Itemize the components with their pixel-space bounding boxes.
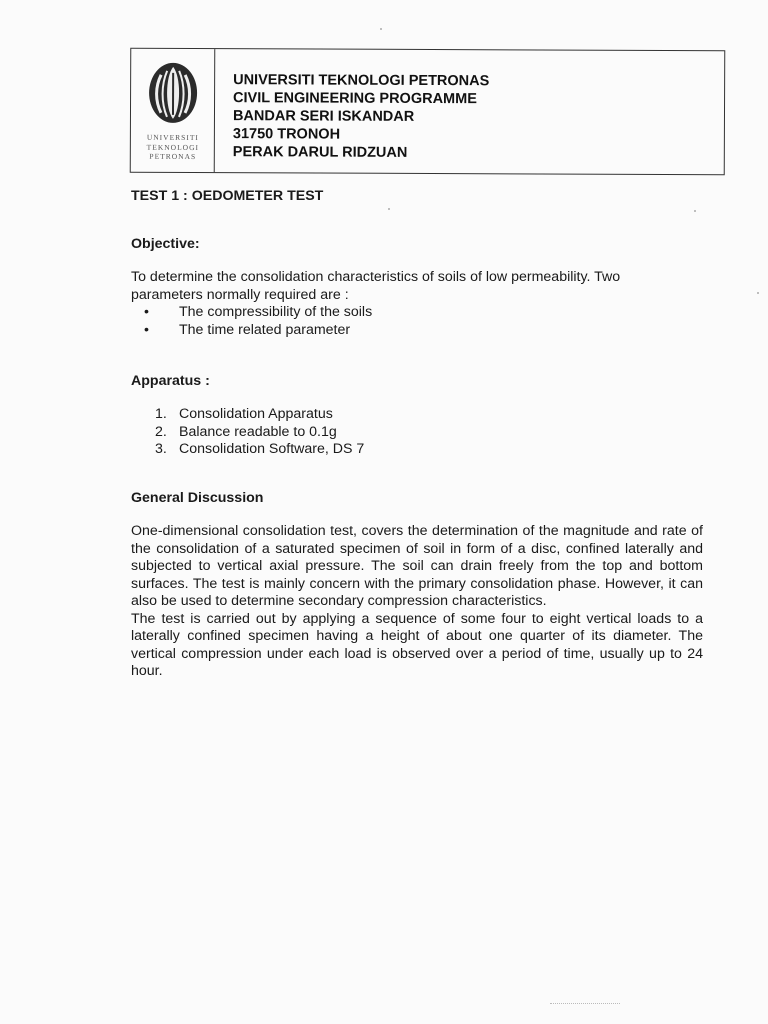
- item-number: 1.: [155, 406, 167, 422]
- header-divider: [214, 49, 216, 172]
- item-text: Consolidation Software, DS 7: [179, 441, 365, 457]
- list-item: [131, 424, 364, 442]
- bullet-icon: •: [144, 321, 149, 338]
- logo-wordmark: [137, 133, 209, 162]
- address-line: CIVIL ENGINEERING PROGRAMME: [233, 90, 477, 108]
- bullet-text: The time related parameter: [179, 321, 351, 338]
- objective-heading: Objective:: [131, 236, 200, 252]
- institution-address: [233, 71, 490, 162]
- document-title: TEST 1 : OEDOMETER TEST: [131, 188, 324, 204]
- logo-text-line: PETRONAS: [149, 151, 197, 161]
- discussion-body: [131, 523, 703, 681]
- list-item: [131, 441, 364, 459]
- item-number: 2.: [155, 423, 167, 440]
- list-item: [131, 304, 372, 322]
- scan-artifact-line: [550, 1003, 620, 1004]
- utp-emblem-icon: [143, 59, 203, 127]
- bullet-icon: •: [144, 304, 149, 320]
- discussion-paragraph: The test is carried out by applying a sequence of some four to eight vertical loads to a laterally confined specimen having a height of about one quarter of its diameter. The vertical compression under each load is observed over a period of time, usually up to 24 hour.: [131, 610, 703, 679]
- logo-text-line: TEKNOLOGI: [146, 142, 200, 152]
- list-item: [131, 406, 364, 424]
- scan-speck: [757, 292, 759, 294]
- scan-speck: [388, 208, 390, 210]
- item-number: 3.: [155, 441, 167, 457]
- objective-text-line: parameters normally required are :: [131, 287, 349, 303]
- address-line: PERAK DARUL RIDZUAN: [232, 144, 408, 161]
- scan-speck: [380, 28, 382, 30]
- item-text: Consolidation Apparatus: [179, 406, 333, 422]
- university-logo: [137, 57, 209, 167]
- item-text: Balance readable to 0.1g: [179, 423, 337, 440]
- objective-text-line: To determine the consolidation characteristics of soils of low permeability. Two: [131, 269, 621, 285]
- address-line: 31750 TRONOH: [232, 126, 341, 143]
- discussion-heading: General Discussion: [131, 490, 264, 506]
- letterhead-box: [130, 48, 726, 176]
- logo-text-line: UNIVERSITI: [146, 132, 199, 143]
- bullet-text: The compressibility of the soils: [179, 304, 373, 320]
- address-line: BANDAR SERI ISKANDAR: [232, 108, 415, 125]
- objective-bullet-list: [131, 304, 372, 339]
- discussion-paragraph: One-dimensional consolidation test, covers the determination of the magnitude and rate of the consolidation of a saturated specimen of soil in form of a disc, confined laterally and subjected to vertical axial pressure. The soil can drain freely from the top and bottom surfaces. The test is mainly concern with the primary consolidation phase. However, it can also be used to determine secondary compression characteristics.: [131, 523, 703, 609]
- list-item: [131, 322, 372, 340]
- scan-speck: [694, 210, 696, 212]
- address-line: UNIVERSITI TEKNOLOGI PETRONAS: [233, 72, 490, 90]
- apparatus-list: [131, 406, 364, 459]
- apparatus-heading: Apparatus :: [131, 373, 210, 389]
